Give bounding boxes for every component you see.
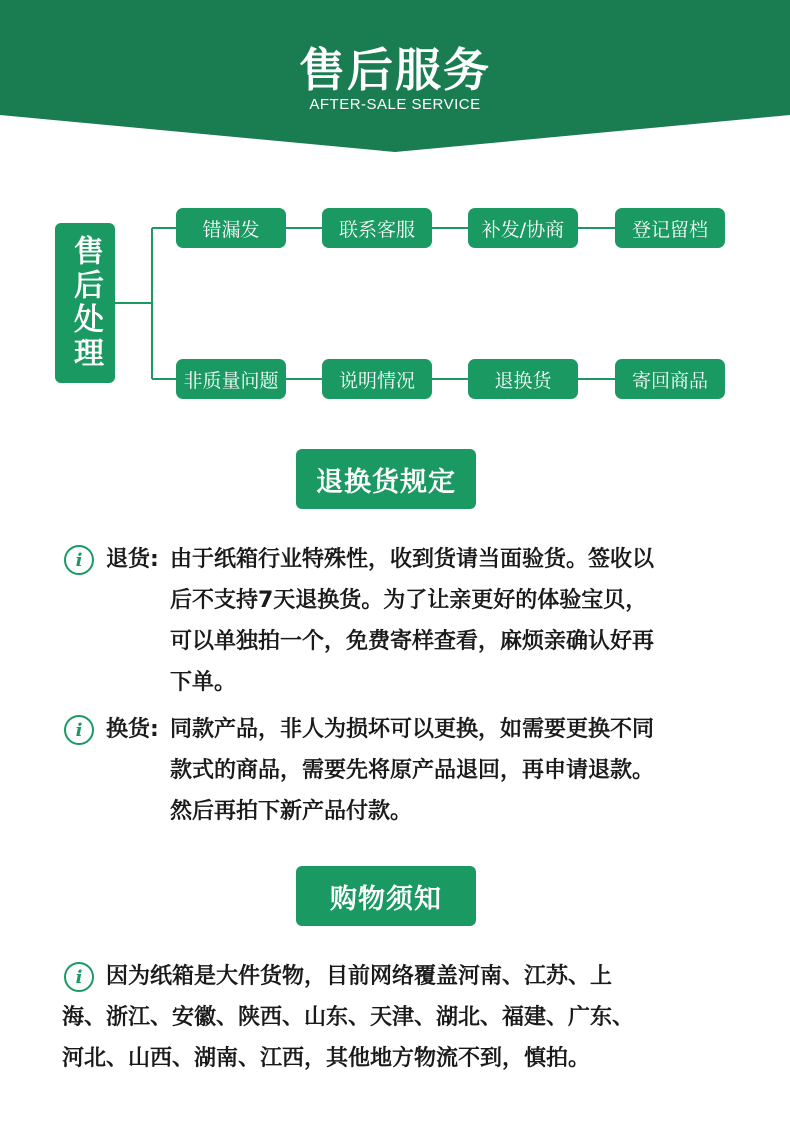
page-subtitle: AFTER-SALE SERVICE <box>309 96 481 113</box>
header-banner <box>0 0 790 160</box>
text-line: 同款产品，非人为损坏可以更换，如需要更换不同 <box>170 717 655 742</box>
after-sale-flow-diagram <box>0 190 790 420</box>
flow-step-explain: 说明情况 <box>322 359 432 399</box>
flow-step-record: 登记留档 <box>615 208 725 248</box>
flow-step-wrong-shipment: 错漏发 <box>176 208 286 248</box>
returns-section-tag: 退换货规定 <box>296 449 476 509</box>
text-line: 可以单独拍一个，免费寄样查看，麻烦亲确认好再 <box>170 629 655 654</box>
page-title: 售后服务 <box>299 43 491 97</box>
flow-step-contact-service: 联系客服 <box>322 208 432 248</box>
exchange-label: 换货: <box>106 717 159 742</box>
return-policy-text <box>170 539 730 703</box>
flow-step-return-exchange: 退换货 <box>468 359 578 399</box>
text-line: 河北、山西、湖南、江西，其他地方物流不到，慎拍。 <box>62 1046 591 1071</box>
flow-step-non-quality: 非质量问题 <box>176 359 286 399</box>
flow-step-send-back: 寄回商品 <box>615 359 725 399</box>
info-icon: i <box>64 962 94 992</box>
flow-step-reship-negotiate: 补发/协商 <box>468 208 578 248</box>
notice-first-line: 因为纸箱是大件货物，目前网络覆盖河南、江苏、上 <box>106 964 613 989</box>
info-icon: i <box>64 715 94 745</box>
info-icon: i <box>64 545 94 575</box>
exchange-policy-text <box>170 709 730 832</box>
return-label: 退货: <box>106 547 159 572</box>
notice-lines <box>62 997 752 1079</box>
text-line: 款式的商品，需要先将原产品退回，再申请退款。 <box>170 758 655 783</box>
text-line: 后不支持7天退换货。为了让亲更好的体验宝贝， <box>170 588 648 613</box>
text-line: 下单。 <box>170 670 237 695</box>
notice-section-tag: 购物须知 <box>296 866 476 926</box>
after-sale-handling-label: 售后处理 <box>55 223 115 383</box>
text-line: 由于纸箱行业特殊性，收到货请当面验货。签收以 <box>170 547 655 572</box>
text-line: 然后再拍下新产品付款。 <box>170 799 413 824</box>
text-line: 海、浙江、安徽、陕西、山东、天津、湖北、福建、广东、 <box>62 1005 635 1030</box>
